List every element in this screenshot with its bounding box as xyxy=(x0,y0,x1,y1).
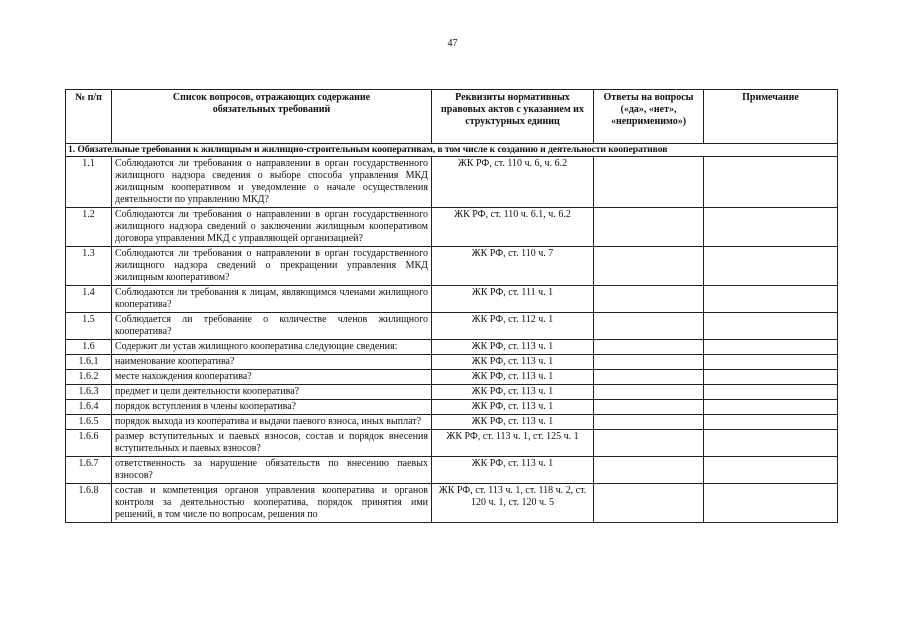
table-row xyxy=(66,355,838,370)
row-note xyxy=(704,484,838,523)
table-row xyxy=(66,157,838,208)
row-ref: ЖК РФ, ст. 112 ч. 1 xyxy=(432,313,594,340)
row-note xyxy=(704,385,838,400)
row-ref: ЖК РФ, ст. 110 ч. 6, ч. 6.2 xyxy=(432,157,594,208)
row-num: 1.6.4 xyxy=(66,400,112,415)
row-ref: ЖК РФ, ст. 110 ч. 7 xyxy=(432,247,594,286)
row-question: состав и компетенция органов управления кооператива и органов контроля за деятельностью кооператива, порядок принятия ими решений, в том числе по вопросам, решения по xyxy=(112,484,432,523)
row-answer xyxy=(594,157,704,208)
row-num: 1.6.1 xyxy=(66,355,112,370)
row-ref: ЖК РФ, ст. 113 ч. 1, ст. 125 ч. 1 xyxy=(432,430,594,457)
table-row xyxy=(66,400,838,415)
header-row xyxy=(66,90,838,144)
row-note xyxy=(704,355,838,370)
table-row xyxy=(66,247,838,286)
table-row xyxy=(66,340,838,355)
row-answer xyxy=(594,370,704,385)
table-row xyxy=(66,370,838,385)
header-refs: Реквизиты нормативных правовых актов с указанием их структурных единиц xyxy=(432,90,594,144)
row-answer xyxy=(594,247,704,286)
row-note xyxy=(704,157,838,208)
row-question: Соблюдаются ли требования о направлении в орган государственного жилищного надзора сведений о заключении жилищным кооперативом договора управления МКД с управляющей организацией? xyxy=(112,208,432,247)
row-ref: ЖК РФ, ст. 113 ч. 1 xyxy=(432,340,594,355)
row-answer xyxy=(594,457,704,484)
row-answer xyxy=(594,415,704,430)
table-row xyxy=(66,385,838,400)
row-num: 1.6.6 xyxy=(66,430,112,457)
row-ref: ЖК РФ, ст. 113 ч. 1, ст. 118 ч. 2, ст. 120 ч. 1, ст. 120 ч. 5 xyxy=(432,484,594,523)
row-ref: ЖК РФ, ст. 113 ч. 1 xyxy=(432,457,594,484)
row-question: размер вступительных и паевых взносов, состав и порядок внесения вступительных и паевых взносов? xyxy=(112,430,432,457)
row-note xyxy=(704,370,838,385)
row-ref: ЖК РФ, ст. 113 ч. 1 xyxy=(432,415,594,430)
row-question: месте нахождения кооператива? xyxy=(112,370,432,385)
row-ref: ЖК РФ, ст. 113 ч. 1 xyxy=(432,355,594,370)
row-note xyxy=(704,286,838,313)
row-question: Соблюдается ли требование о количестве членов жилищного кооператива? xyxy=(112,313,432,340)
row-question: наименование кооператива? xyxy=(112,355,432,370)
header-notes: Примечание xyxy=(704,90,838,144)
row-ref: ЖК РФ, ст. 113 ч. 1 xyxy=(432,370,594,385)
row-answer xyxy=(594,385,704,400)
row-num: 1.6.7 xyxy=(66,457,112,484)
row-num: 1.6.3 xyxy=(66,385,112,400)
row-num: 1.6.2 xyxy=(66,370,112,385)
table-row xyxy=(66,457,838,484)
row-answer xyxy=(594,355,704,370)
row-num: 1.1 xyxy=(66,157,112,208)
row-note xyxy=(704,415,838,430)
row-num: 1.2 xyxy=(66,208,112,247)
row-question: Соблюдаются ли требования к лицам, являющимся членами жилищного кооператива? xyxy=(112,286,432,313)
page-number: 47 xyxy=(447,38,458,49)
row-question: ответственность за нарушение обязательств по внесению паевых взносов? xyxy=(112,457,432,484)
row-num: 1.4 xyxy=(66,286,112,313)
header-answers: Ответы на вопросы («да», «нет», «неприменимо») xyxy=(594,90,704,144)
row-num: 1.3 xyxy=(66,247,112,286)
row-ref: ЖК РФ, ст. 113 ч. 1 xyxy=(432,400,594,415)
row-ref: ЖК РФ, ст. 110 ч. 6.1, ч. 6.2 xyxy=(432,208,594,247)
row-question: Соблюдаются ли требования о направлении в орган государственного жилищного надзора сведения о выборе способа управления МКД жилищным кооперативом и уведомление о начале осуществления деятельности по управлению МКД? xyxy=(112,157,432,208)
table-row xyxy=(66,415,838,430)
row-answer xyxy=(594,208,704,247)
table-row xyxy=(66,286,838,313)
requirements-table xyxy=(65,89,838,523)
row-note xyxy=(704,313,838,340)
row-num: 1.6.5 xyxy=(66,415,112,430)
table-row xyxy=(66,313,838,340)
row-answer xyxy=(594,400,704,415)
table-row xyxy=(66,430,838,457)
row-question: порядок вступления в члены кооператива? xyxy=(112,400,432,415)
row-note xyxy=(704,430,838,457)
row-num: 1.6 xyxy=(66,340,112,355)
row-answer xyxy=(594,484,704,523)
row-ref: ЖК РФ, ст. 113 ч. 1 xyxy=(432,385,594,400)
row-num: 1.5 xyxy=(66,313,112,340)
section-row xyxy=(66,144,838,157)
row-ref: ЖК РФ, ст. 111 ч. 1 xyxy=(432,286,594,313)
row-note xyxy=(704,340,838,355)
table-row xyxy=(66,208,838,247)
row-answer xyxy=(594,340,704,355)
section-title: 1. Обязательные требования к жилищным и жилищно-строительным кооперативам, в том числе к созданию и деятельности кооперативов xyxy=(66,144,838,157)
table-row xyxy=(66,484,838,523)
header-num: № п/п xyxy=(66,90,112,144)
row-question: Соблюдаются ли требования о направлении в орган государственного жилищного надзора сведений о прекращении управления МКД жилищным кооперативом? xyxy=(112,247,432,286)
row-answer xyxy=(594,430,704,457)
row-answer xyxy=(594,286,704,313)
row-note xyxy=(704,400,838,415)
row-question: Содержит ли устав жилищного кооператива следующие сведения: xyxy=(112,340,432,355)
row-num: 1.6.8 xyxy=(66,484,112,523)
row-note xyxy=(704,208,838,247)
row-question: предмет и цели деятельности кооператива? xyxy=(112,385,432,400)
row-note xyxy=(704,247,838,286)
row-question: порядок выхода из кооператива и выдачи паевого взноса, иных выплат? xyxy=(112,415,432,430)
row-answer xyxy=(594,313,704,340)
header-questions: Список вопросов, отражающих содержание обязательных требований xyxy=(112,90,432,144)
row-note xyxy=(704,457,838,484)
